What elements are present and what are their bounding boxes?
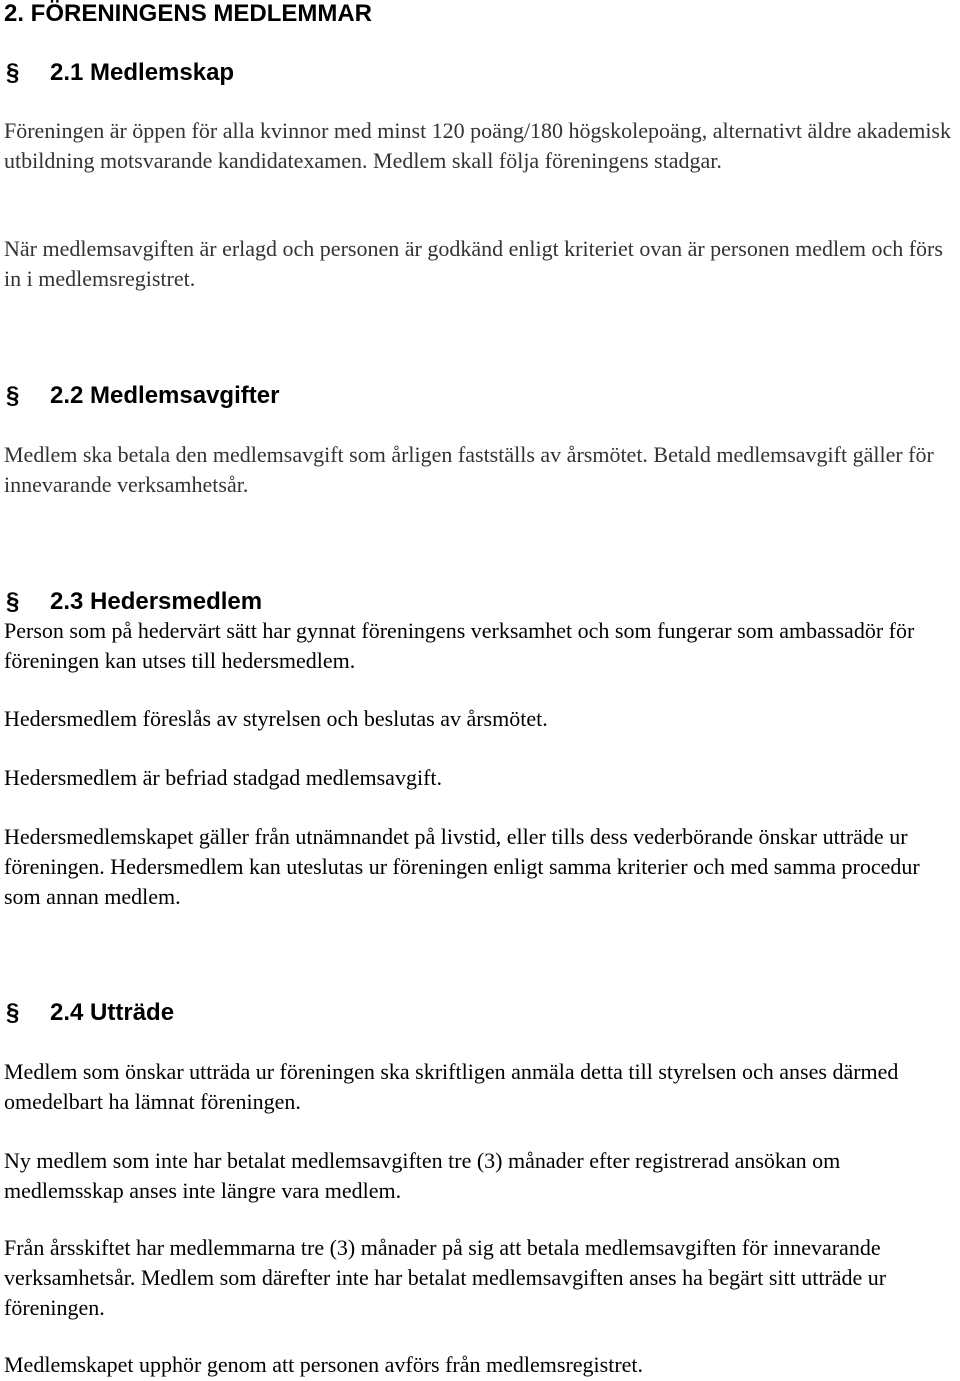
section-heading-2-1 xyxy=(4,59,234,87)
paragraph: Hedersmedlem föreslås av styrelsen och beslutas av årsmötet. xyxy=(4,706,548,731)
paragraph: När medlemsavgiften är erlagd och personen är godkänd enligt kriteriet ovan är personen medlem och förs in i medlemsregistret. xyxy=(4,236,943,291)
section-heading-2-2 xyxy=(4,382,279,410)
paragraph: Medlem som önskar utträda ur föreningen ska skriftligen anmäla detta till styrelsen och anses därmed omedelbart ha lämnat föreningen. xyxy=(4,1059,899,1114)
section-symbol: § xyxy=(6,59,20,86)
paragraph: Från årsskiftet har medlemmarna tre (3) månader på sig att betala medlemsavgiften för innevarande verksamhetsår. Medlem som därefter inte har betalat medlemsavgiften anses ha begärt sitt utträde ur föreningen. xyxy=(4,1235,887,1320)
section-heading-2-4 xyxy=(4,999,174,1027)
paragraph: Hedersmedlem är befriad stadgad medlemsavgift. xyxy=(4,765,443,790)
paragraph: Hedersmedlemskapet gäller från utnämnandet på livstid, eller tills dess vederbörande önskar utträde ur föreningen. Hedersmedlem kan uteslutas ur föreningen enligt samma kriterier och med samma procedur som annan medlem. xyxy=(4,824,920,909)
section-title: 2.2 Medlemsavgifter xyxy=(50,382,280,409)
section-symbol: § xyxy=(6,999,20,1026)
paragraph: Föreningen är öppen för alla kvinnor med minst 120 poäng/180 högskolepoäng, alternativt äldre akademisk utbildning motsvarande kandidatexamen. Medlem skall följa föreningens stadgar. xyxy=(4,118,951,173)
paragraph: Medlem ska betala den medlemsavgift som årligen fastställs av årsmötet. Betald medlemsavgift gäller för innevarande verksamhetsår. xyxy=(4,442,934,497)
section-title: 2.4 Utträde xyxy=(50,999,175,1026)
section-symbol: § xyxy=(6,588,20,615)
paragraph: Medlemskapet upphör genom att personen avförs från medlemsregistret. xyxy=(4,1352,644,1377)
section-symbol: § xyxy=(6,382,20,409)
chapter-title: 2. FÖRENINGENS MEDLEMMAR xyxy=(4,0,373,27)
paragraph: Ny medlem som inte har betalat medlemsavgiften tre (3) månader efter registrerad ansökan om medlemsskap anses inte längre vara medlem. xyxy=(4,1148,841,1203)
section-title: 2.3 Hedersmedlem xyxy=(50,588,263,615)
paragraph: Person som på hedervärt sätt har gynnat föreningens verksamhet och som fungerar som ambassadör för föreningen kan utses till hedersmedlem. xyxy=(4,618,915,673)
section-title: 2.1 Medlemskap xyxy=(50,59,235,86)
section-heading-2-3 xyxy=(4,588,262,616)
